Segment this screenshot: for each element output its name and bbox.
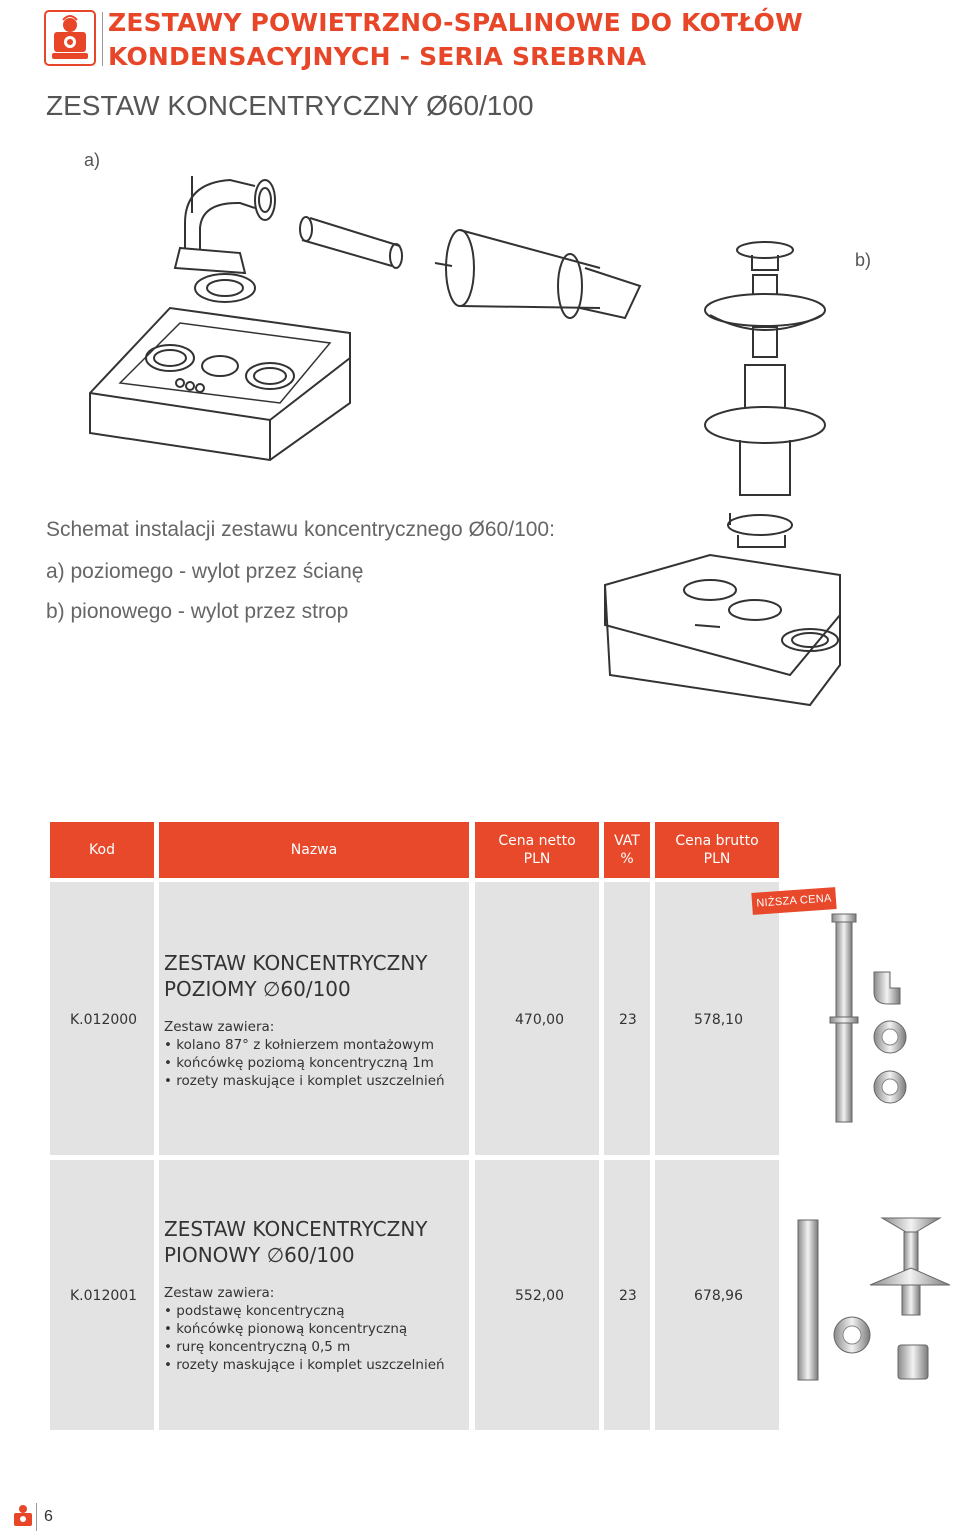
page-title: [108, 6, 908, 74]
row2-product-name: [164, 1216, 428, 1268]
row2-net-price: 552,00: [515, 1288, 564, 1304]
page-title-line2: KONDENSACYJNYCH - SERIA SREBRNA: [108, 42, 647, 71]
page-title-line1: ZESTAWY POWIETRZNO-SPALINOWE DO KOTŁÓW: [108, 8, 803, 37]
header-vat: [604, 822, 650, 878]
header-gross-price: [655, 822, 779, 878]
row1-gross-price: 578,10: [694, 1012, 743, 1028]
list-item: • końcówkę poziomą koncentryczną 1m: [164, 1055, 434, 1071]
row1-code: K.012000: [70, 1012, 138, 1028]
list-item: • podstawę koncentryczną: [164, 1303, 345, 1319]
lower-price-badge: NIŻSZA CENA: [751, 887, 836, 915]
row2-name-line2: PIONOWY ∅60/100: [164, 1243, 355, 1267]
figure-label-b: b): [855, 250, 872, 270]
row1-product-name: [164, 950, 428, 1002]
row1-name-line1: ZESTAW KONCENTRYCZNY: [164, 951, 428, 975]
header-name: [159, 822, 469, 878]
list-item: • rozety maskujące i komplet uszczelnień: [164, 1357, 445, 1373]
header-name-label: Nazwa: [290, 842, 338, 858]
row2-code: K.012001: [70, 1288, 138, 1304]
section-subtitle: ZESTAW KONCENTRYCZNY Ø60/100: [46, 90, 534, 121]
boiler-logo-icon: [44, 10, 96, 66]
row1-net-price: 470,00: [515, 1012, 564, 1028]
row2-contents-title: Zestaw zawiera:: [164, 1285, 275, 1301]
row1-contents: [164, 1018, 445, 1090]
header-net-l1: Cena netto: [498, 833, 576, 849]
vertical-installation-diagram: [590, 235, 850, 715]
page-number: 6: [44, 1508, 53, 1525]
header-divider: [102, 12, 103, 66]
row2-contents: [164, 1284, 445, 1374]
header-vat-l2: %: [620, 851, 634, 867]
footer-divider: [36, 1503, 37, 1531]
header-vat-l1: VAT: [614, 833, 640, 849]
description-line-1: Schemat instalacji zestawu koncentrycznego Ø60/100:: [46, 518, 555, 541]
header-gross-l2: PLN: [703, 851, 731, 867]
figure-label-a: a): [84, 150, 101, 170]
vertical-kit-product-image: [790, 1210, 950, 1390]
row1-contents-title: Zestaw zawiera:: [164, 1019, 275, 1035]
row2-vat: 23: [619, 1288, 637, 1304]
header-code: [50, 822, 154, 878]
row2-gross-price: 678,96: [694, 1288, 743, 1304]
horizontal-kit-product-image: [800, 912, 920, 1142]
boiler-logo-icon: [10, 1502, 36, 1530]
list-item: • końcówkę pionową koncentryczną: [164, 1321, 408, 1337]
description-line-3: b) pionowego - wylot przez strop: [46, 600, 349, 623]
description-line-2: a) poziomego - wylot przez ścianę: [46, 560, 364, 583]
list-item: • rurę koncentryczną 0,5 m: [164, 1339, 351, 1355]
list-item: • rozety maskujące i komplet uszczelnień: [164, 1073, 445, 1089]
header-code-label: Kod: [89, 842, 115, 858]
header-net-l2: PLN: [523, 851, 551, 867]
row1-name-line2: POZIOMY ∅60/100: [164, 977, 351, 1001]
row1-vat: 23: [619, 1012, 637, 1028]
header-gross-l1: Cena brutto: [675, 833, 759, 849]
header-net-price: [475, 822, 599, 878]
row2-name-line1: ZESTAW KONCENTRYCZNY: [164, 1217, 428, 1241]
list-item: • kolano 87° z kołnierzem montażowym: [164, 1037, 435, 1053]
